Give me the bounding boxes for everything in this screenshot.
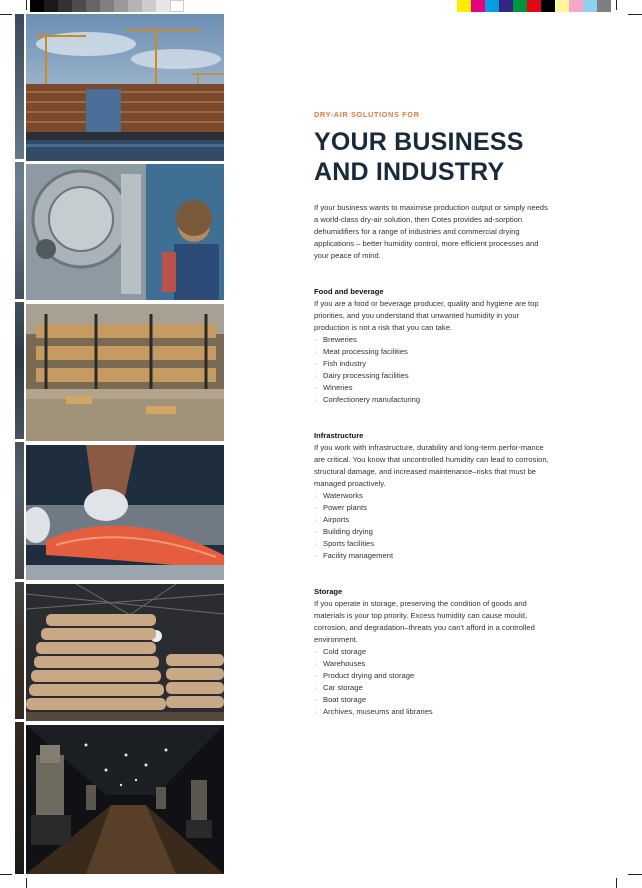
list-item: · Car storage <box>314 682 550 694</box>
section-food-and-beverage <box>314 286 550 406</box>
page-title-line-1: YOUR BUSINESS <box>314 128 524 156</box>
section-heading: Infrastructure <box>314 431 364 440</box>
crop-mark <box>0 14 12 15</box>
list-item: · Building drying <box>314 526 550 538</box>
crop-mark <box>26 0 27 10</box>
flooded-warehouse-photo <box>26 304 224 441</box>
section-list <box>314 490 550 562</box>
list-item: · Meat processing facilities <box>314 346 550 358</box>
crop-mark <box>628 14 642 15</box>
list-item: · Boat storage <box>314 694 550 706</box>
list-item: · Fish industry <box>314 358 550 370</box>
section-heading: Food and beverage <box>314 287 384 296</box>
intro-paragraph: If your business wants to maximise production output or simply needs a world-class dry-air solution, then Cotes provides ad-sorption dehumidifiers for a range of industries and commercial drying applications – better humidity control, more efficient processes and your peace of mind. <box>314 203 548 260</box>
list-item: · Wineries <box>314 382 550 394</box>
list-item: · Waterworks <box>314 490 550 502</box>
crop-mark <box>616 878 617 888</box>
crop-mark <box>0 874 12 875</box>
list-item: · Breweries <box>314 334 550 346</box>
list-item: · Facility management <box>314 550 550 562</box>
list-item: · Sports facilities <box>314 538 550 550</box>
list-item: · Dairy processing facilities <box>314 370 550 382</box>
section-storage <box>314 586 550 718</box>
printer-grayscale-bar <box>30 0 184 12</box>
section-heading: Storage <box>314 587 343 596</box>
crop-mark <box>26 878 27 888</box>
page-title-line-2: AND INDUSTRY <box>314 158 505 186</box>
bleed-edge-strip <box>15 14 24 874</box>
fish-processing-photo <box>26 445 224 580</box>
printer-color-bar <box>457 0 611 12</box>
list-item: · Airports <box>314 514 550 526</box>
list-item: · Archives, museums and libraries <box>314 706 550 718</box>
list-item: · Product drying and storage <box>314 670 550 682</box>
section-list <box>314 334 550 406</box>
list-item: · Confectionery manufacturing <box>314 394 550 406</box>
sack-storage-photo <box>26 584 224 721</box>
museum-hall-photo <box>26 725 224 874</box>
crop-mark <box>616 0 617 10</box>
section-list <box>314 646 550 718</box>
eyebrow-label: DRY-AIR SOLUTIONS FOR <box>314 110 420 119</box>
section-body: If you operate in storage, preserving the condition of goods and materials is your top priority. Excess humidity can cause mould, corrosion, and degradation–threats you can't afford in a controlled environment. <box>314 599 535 644</box>
section-body: If you are a food or beverage producer, quality and hygiene are top priorities, and you understand that unwanted humidity in your production is not a risk that you can take. <box>314 299 539 332</box>
brewery-worker-photo <box>26 164 224 300</box>
construction-site-photo <box>26 14 224 161</box>
section-body: If you work with infrastructure, durability and long-term perfor-mance are critical. You know that uncontrolled humidity can lead to corrosion, structural damage, and increased maintenance–risks that must be managed proactively. <box>314 443 549 488</box>
list-item: · Power plants <box>314 502 550 514</box>
section-infrastructure <box>314 430 550 562</box>
list-item: · Warehouses <box>314 658 550 670</box>
crop-mark <box>628 874 642 875</box>
page-title <box>314 127 524 187</box>
list-item: · Cold storage <box>314 646 550 658</box>
